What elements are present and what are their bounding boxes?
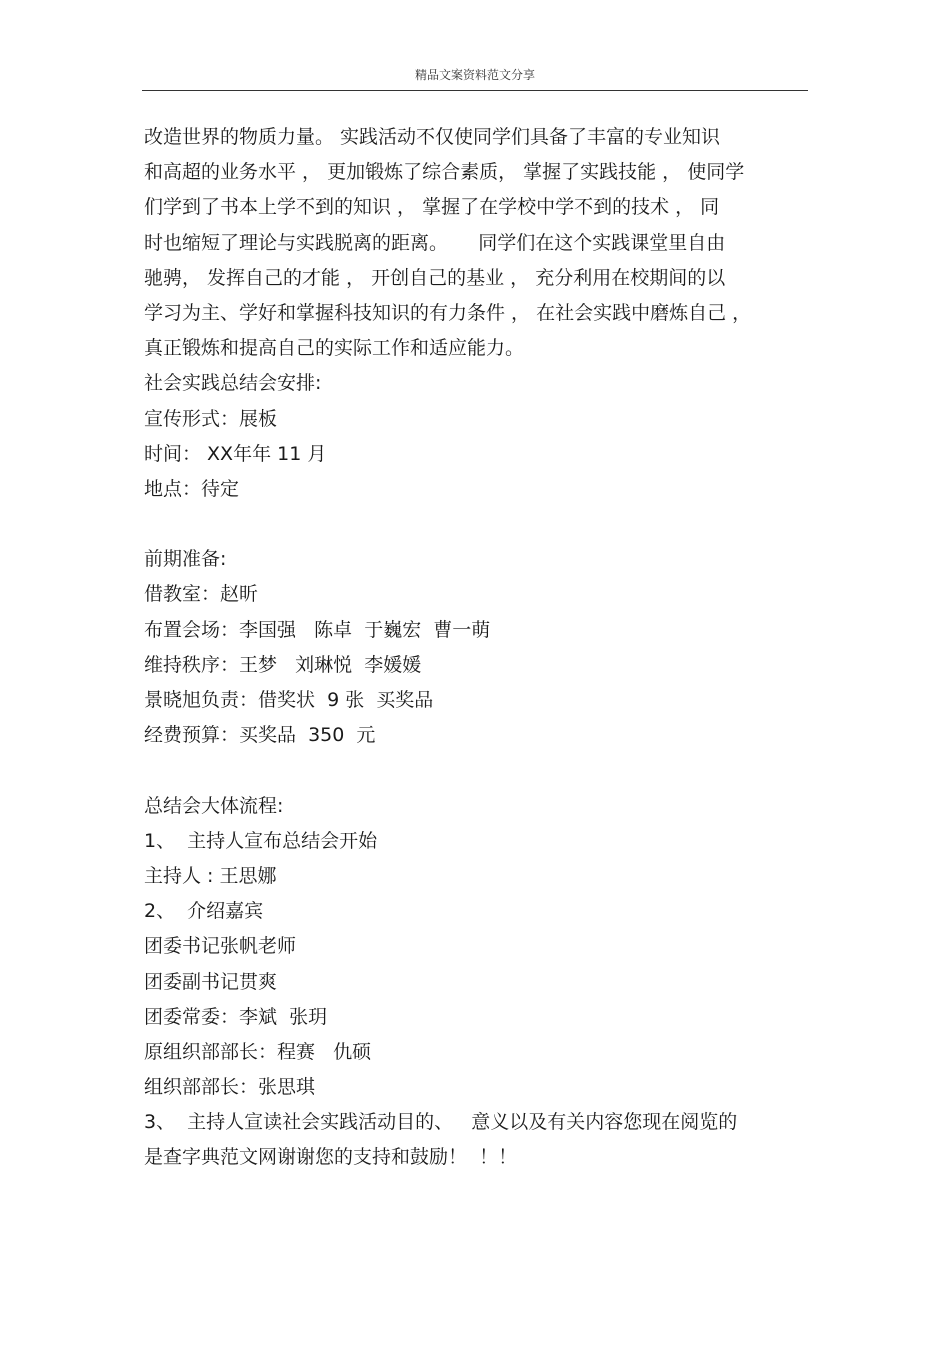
guest-line: 团委副书记贯爽 — [144, 970, 278, 993]
section-heading-process: 总结会大体流程: — [144, 794, 284, 817]
blank-line — [144, 753, 834, 788]
closing-line: 是查字典范文网谢谢您的支持和鼓励！ ！！ — [144, 1146, 518, 1169]
process-step-3: 3、 主持人宣读社会实践活动目的、 意义以及有关内容您现在阅览的 — [144, 1111, 738, 1134]
page-header-title: 精品文案资料范文分享 — [414, 68, 535, 82]
header-divider — [142, 90, 808, 91]
body-line: 和高超的业务水平 ， 更加锻炼了综合素质， 掌握了实践技能 ， 使同学 — [144, 161, 745, 184]
body-line: 改造世界的物质力量。 实践活动不仅使同学们具备了丰富的专业知识 — [144, 126, 721, 148]
section-heading-arrangement: 社会实践总结会安排: — [144, 372, 322, 395]
event-time: 时间： XX年年 11 月 — [144, 442, 327, 465]
blank-line — [144, 507, 834, 542]
body-line: 时也缩短了理论与实践脱离的距离。 同学们在这个实践课堂里自由 — [144, 231, 726, 254]
prep-classroom: 借教室：赵昕 — [144, 583, 259, 606]
section-heading-preparation: 前期准备: — [144, 548, 227, 571]
guest-line: 组织部部长：张思琪 — [144, 1076, 316, 1099]
prep-awards: 景晓旭负责：借奖状 9 张 买奖品 — [144, 689, 434, 711]
prep-order-keeping: 维持秩序：王梦 刘琳悦 李媛媛 — [144, 653, 422, 676]
prep-venue-setup: 布置会场：李国强 陈卓 于巍宏 曹一萌 — [144, 618, 491, 641]
guest-line: 团委书记张帆老师 — [144, 935, 297, 958]
body-line: 们学到了书本上学不到的知识 ， 掌握了在学校中学不到的技术 ， 同 — [144, 196, 720, 219]
guest-line: 原组织部部长：程赛 仇硕 — [144, 1040, 372, 1063]
body-line: 驰骋， 发挥自己的才能 ， 开创自己的基业 ， 充分利用在校期间的以 — [144, 266, 726, 289]
process-host: 主持人 : 王思娜 — [144, 864, 277, 887]
guest-line: 团委常委：李斌 张玥 — [144, 1005, 328, 1028]
process-step-1: 1、 主持人宣布总结会开始 — [144, 829, 378, 852]
process-step-2: 2、 介绍嘉宾 — [144, 900, 264, 923]
event-location: 地点：待定 — [144, 477, 240, 500]
prep-budget: 经费预算：买奖品 350 元 — [144, 724, 376, 747]
publicity-form: 宣传形式：展板 — [144, 407, 278, 430]
body-line: 真正锻炼和提高自己的实际工作和适应能力。 — [144, 337, 525, 360]
body-line: 学习为主、学好和掌握科技知识的有力条件 ， 在社会实践中磨炼自己 ， — [144, 301, 752, 324]
document-body — [144, 120, 834, 1176]
